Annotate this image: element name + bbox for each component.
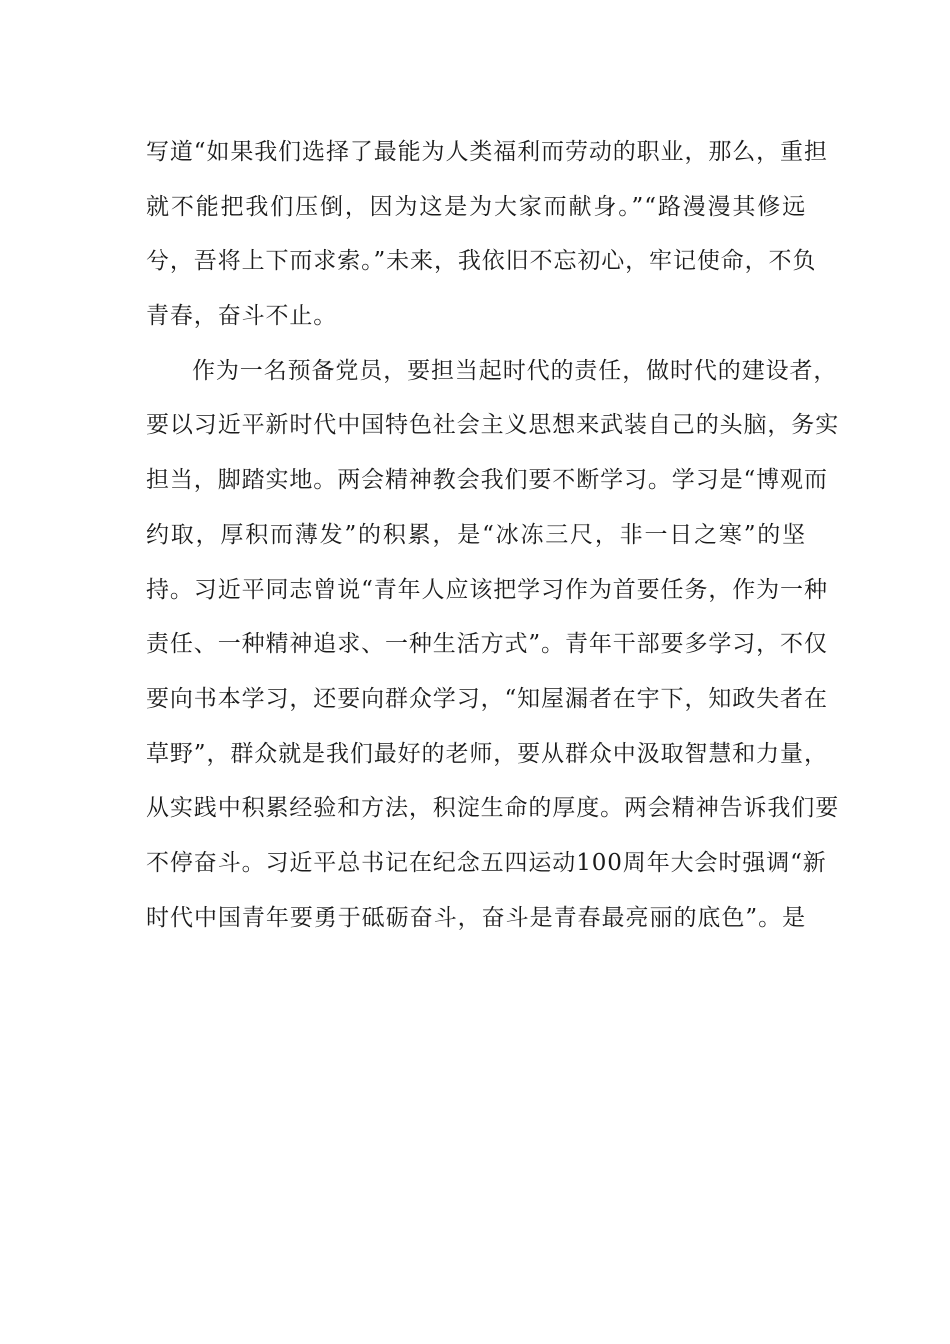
text-line: 约取，厚积而薄发”的积累，是“冰冻三尺，非一日之寒”的坚 [146,521,806,548]
text-line: 不停奋斗。习近平总书记在纪念五四运动100周年大会时强调“新 [146,849,827,876]
text-line: 持。习近平同志曾说“青年人应该把学习作为首要任务，作为一种 [146,576,828,603]
text-line: 写道“如果我们选择了最能为人类福利而劳动的职业，那么，重担 [146,139,828,165]
text-line: 青春，奋斗不止。 [146,303,338,330]
text-line: 要向书本学习，还要向群众学习，“知屋漏者在宇下，知政失者在 [146,685,828,712]
text-line: 就不能把我们压倒，因为这是为大家而献身。”“路漫漫其修远 [146,193,806,220]
text-line: 从实践中积累经验和方法，积淀生命的厚度。两会精神告诉我们要 [146,795,840,822]
text-line: 时代中国青年要勇于砥砺奋斗，奋斗是青春最亮丽的底色”。是 [146,904,806,931]
text-line: 担当，脚踏实地。两会精神教会我们要不断学习。学习是“博观而 [146,467,828,494]
text-line: 作为一名预备党员，要担当起时代的责任，做时代的建设者， [192,357,838,384]
text-line: 草野”，群众就是我们最好的老师，要从群众中汲取智慧和力量， [146,740,828,767]
body-text [146,125,840,945]
text-line: 要以习近平新时代中国特色社会主义思想来武装自己的头脑，务实 [146,412,840,439]
text-line: 责任、一种精神追求、一种生活方式”。青年干部要多学习，不仅 [146,631,828,658]
text-line: 兮，吾将上下而求索。”未来，我依旧不忘初心，牢记使命，不负 [146,248,817,275]
